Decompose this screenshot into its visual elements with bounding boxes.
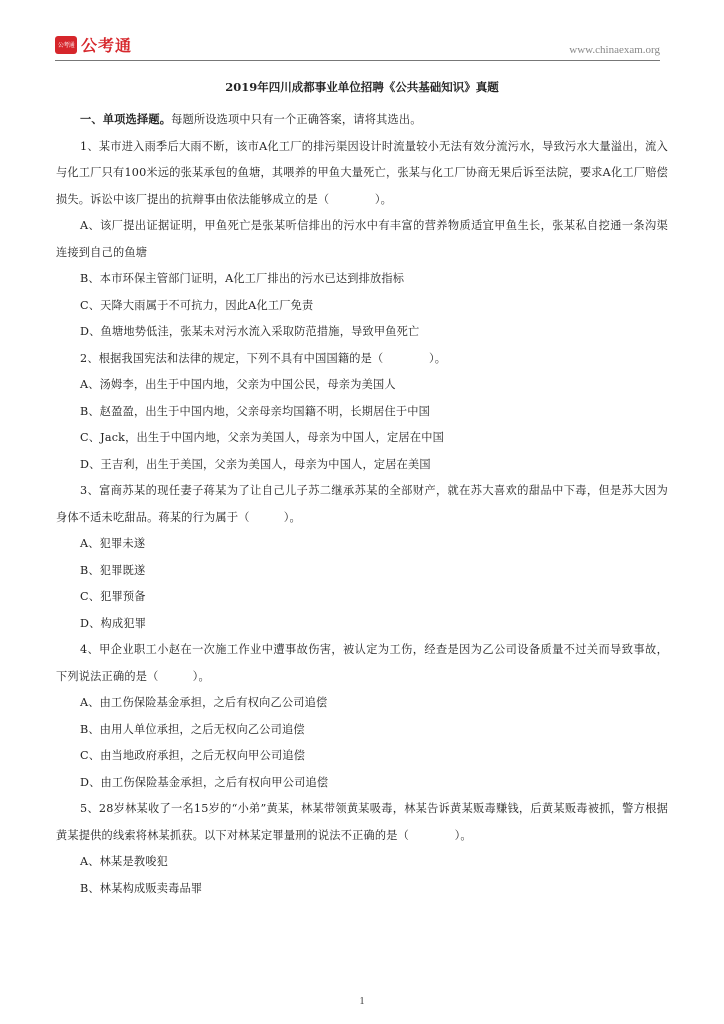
logo-badge-icon: 公考通 (55, 36, 77, 54)
answer-option: A、汤姆李，出生于中国内地，父亲为中国公民，母亲为美国人 (80, 378, 396, 391)
answer-option: B、林某构成贩卖毒品罪 (80, 881, 203, 895)
answer-option: C、由当地政府承担，之后无权向甲公司追偿 (80, 749, 306, 762)
question-list (56, 134, 668, 903)
page-number: 1 (359, 996, 365, 1007)
question-stem: 2、根据我国宪法和法律的规定，下列不具有中国国籍的是（ ）。 (80, 351, 447, 365)
answer-option: A、该厂提出证据证明，甲鱼死亡是张某听信排出的污水中有丰富的营养物质适宜甲鱼生长，张某私自挖通一条沟渠连接到自己的鱼塘 (56, 219, 668, 259)
answer-option: A、由工伤保险基金承担，之后有权向乙公司追偿 (80, 696, 328, 709)
answer-option: B、赵盈盈，出生于中国内地，父亲母亲均国籍不明，长期居住于中国 (80, 404, 431, 418)
page-header (0, 0, 724, 62)
question-stem: 4、甲企业职工小赵在一次施工作业中遭事故伤害，被认定为工伤，经查是因为乙公司设备质量不过关而导致事故，下列说法正确的是（ ）。 (56, 643, 668, 683)
answer-option: D、王吉利，出生于美国，父亲为美国人，母亲为中国人，定居在美国 (80, 457, 431, 471)
answer-option: B、由用人单位承担，之后无权向乙公司追偿 (80, 722, 305, 736)
question-stem: 1、某市进入雨季后大雨不断，该市A化工厂的排污渠因设计时流量较小无法有效分流污水，导致污水大量溢出，流入与化工厂只有100米远的张某承包的鱼塘，其喂养的甲鱼大量死亡，张某与化工厂协商无果后诉至法院，要求A化工厂赔偿损失。诉讼中该厂提出的抗辩事由依法能够成立的是（ ）。 (56, 139, 668, 206)
answer-option: A、林某是教唆犯 (80, 855, 168, 868)
section-instruction: 每题所设选项中只有一个正确答案，请将其选出。 (171, 113, 422, 126)
document-body (56, 78, 668, 902)
answer-option: D、鱼塘地势低洼，张某未对污水流入采取防范措施，导致甲鱼死亡 (80, 325, 420, 338)
site-url[interactable]: www.chinaexam.org (569, 44, 660, 56)
document-title: 2019年四川成都事业单位招聘《公共基础知识》真题 (225, 80, 499, 94)
section-heading (56, 106, 668, 134)
brand-logo[interactable] (55, 33, 132, 56)
question-stem: 3、富商苏某的现任妻子蒋某为了让自己儿子苏二继承苏某的全部财产，就在苏大喜欢的甜品中下毒，但是苏大因为身体不适未吃甜品。蒋某的行为属于（ ）。 (56, 484, 668, 524)
logo-text: 公考通 (81, 36, 133, 55)
answer-option: C、天降大雨属于不可抗力，因此A化工厂免责 (80, 298, 314, 312)
answer-option: D、由工伤保险基金承担，之后有权向甲公司追偿 (80, 775, 329, 789)
answer-option: D、构成犯罪 (80, 616, 147, 630)
answer-option: B、犯罪既遂 (80, 563, 146, 577)
answer-option: C、犯罪预备 (80, 590, 146, 603)
question-stem: 5、28岁林某收了一名15岁的“小弟”黄某，林某带领黄某吸毒，林某告诉黄某贩毒赚钱，后黄某贩毒被抓，警方根据黄某提供的线索将林某抓获。以下对林某定罪量刑的说法不正确的是（ ）。 (56, 802, 668, 842)
answer-option: A、犯罪未遂 (80, 537, 146, 550)
section-label: 一、单项选择题。 (80, 112, 172, 126)
answer-option: B、本市环保主管部门证明，A化工厂排出的污水已达到排放指标 (80, 272, 405, 285)
header-divider (55, 60, 660, 61)
answer-option: C、Jack，出生于中国内地，父亲为美国人，母亲为中国人，定居在中国 (80, 431, 444, 444)
